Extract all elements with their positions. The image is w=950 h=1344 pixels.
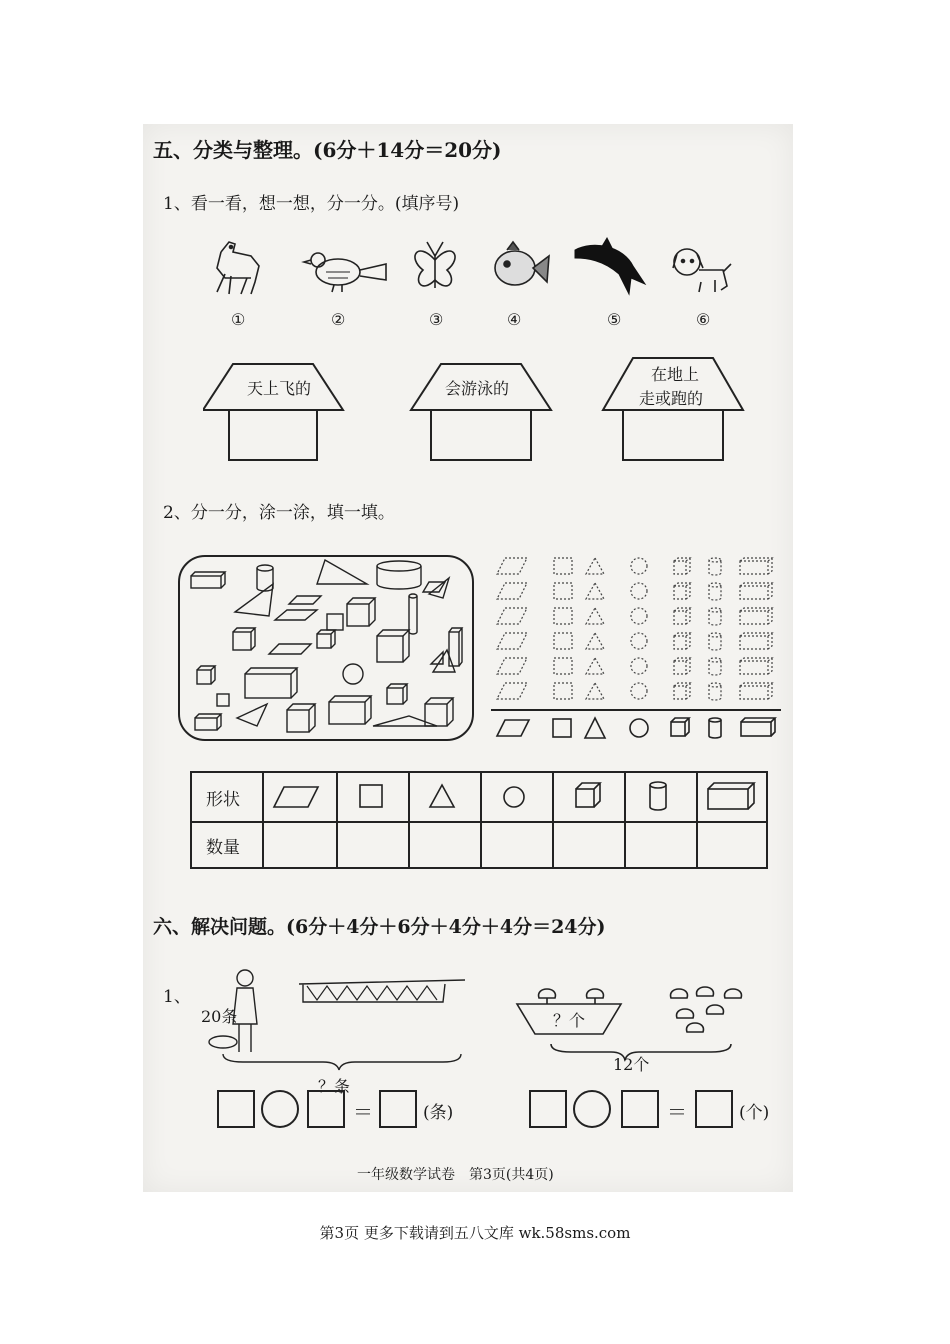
house-label-walk-line1: 在地上 xyxy=(651,365,700,384)
left-question-label: ？条 xyxy=(318,1077,351,1096)
butterfly-icon xyxy=(415,242,455,288)
cylinder-outline xyxy=(709,633,721,650)
triangle-shape xyxy=(373,716,437,726)
square-outline xyxy=(554,608,572,624)
problem-1-label: 1、 xyxy=(163,987,191,1007)
triangle-outline xyxy=(586,633,604,649)
left-operator-circle[interactable] xyxy=(261,1090,299,1128)
basket-icon xyxy=(209,1036,237,1048)
mushroom-icon xyxy=(587,989,604,1004)
triangle-outline xyxy=(586,558,604,574)
cube-shape xyxy=(347,598,375,626)
cuboid-shape xyxy=(195,714,221,730)
cube-outline xyxy=(674,633,690,649)
section-6-title: 六、解决问题。(6分＋4分＋6分＋4分＋4分＝24分) xyxy=(153,916,606,938)
sphere-icon xyxy=(504,787,524,807)
horse-icon xyxy=(217,242,259,294)
cylinder-shape xyxy=(377,561,421,589)
right-answer-box-1[interactable] xyxy=(529,1090,567,1128)
mushroom-icon xyxy=(539,989,556,1004)
animal-number-5: ⑤ xyxy=(607,310,622,329)
square-icon xyxy=(360,785,382,807)
mushroom-pile-icon xyxy=(671,987,742,1032)
cylinder-outline xyxy=(709,608,721,625)
right-equals: ＝ xyxy=(667,1100,687,1124)
cube-shape xyxy=(197,666,215,684)
question-2-text: 2、分一分，涂一涂，填一填。 xyxy=(163,503,395,523)
cube-outline xyxy=(674,658,690,674)
cuboid-outline xyxy=(740,658,772,674)
fish-vendor-illustration xyxy=(203,966,473,1074)
page-footer: 第3页 更多下载请到五八文库 wk.58sms.com xyxy=(319,1224,631,1242)
cube-outline xyxy=(674,583,690,599)
cylinder-shape xyxy=(709,718,721,738)
mixed-shapes-box xyxy=(177,554,477,744)
basket-question-label: ？个 xyxy=(553,1011,586,1030)
triangle-outline xyxy=(586,583,604,599)
bird-icon xyxy=(304,253,386,292)
triangle-shape xyxy=(585,718,605,738)
cube-shape xyxy=(233,628,255,650)
cuboid-shape xyxy=(741,718,775,736)
question-1-text: 1、看一看，想一想，分一分。(填序号) xyxy=(163,194,460,214)
cuboid-outline xyxy=(740,583,772,599)
left-answer-result[interactable] xyxy=(379,1090,417,1128)
cube-outline xyxy=(674,683,690,699)
cuboid-shape xyxy=(329,696,371,724)
table-row-count xyxy=(192,821,766,869)
triangle-shape xyxy=(317,560,367,584)
parallelogram-shape xyxy=(497,720,529,736)
right-unit: (个) xyxy=(739,1103,770,1123)
cylinder-outline xyxy=(709,658,721,675)
animal-number-6: ⑥ xyxy=(696,310,711,329)
parallelogram-shape xyxy=(289,596,321,604)
sphere-outline xyxy=(631,683,647,699)
dolphin-icon xyxy=(575,238,645,294)
dog-icon xyxy=(673,249,731,292)
cuboid-outline xyxy=(740,558,772,574)
scanned-exam-page xyxy=(143,124,793,1192)
left-answer-box-1[interactable] xyxy=(217,1090,255,1128)
coloring-grid xyxy=(491,552,781,748)
table-header-count: 数量 xyxy=(206,838,240,858)
animal-number-4: ④ xyxy=(507,310,522,329)
triangle-outline xyxy=(586,608,604,624)
cube-shape xyxy=(287,704,315,732)
cuboid-outline xyxy=(740,683,772,699)
square-shape xyxy=(217,694,229,706)
triangle-outline xyxy=(586,683,604,699)
cube-shape xyxy=(387,684,407,704)
cuboid-outline xyxy=(740,633,772,649)
cuboid-shape xyxy=(191,572,225,588)
shape-count-table xyxy=(190,771,768,869)
table-shape-icons xyxy=(262,773,768,821)
square-outline xyxy=(554,683,572,699)
right-total-label: 12个 xyxy=(613,1055,650,1074)
sphere-shape xyxy=(630,719,648,737)
cylinder-shape xyxy=(257,565,273,591)
section-5-title: 五、分类与整理。(6分＋14分＝20分) xyxy=(153,138,502,162)
parallelogram-shape xyxy=(275,610,317,620)
animal-number-3: ③ xyxy=(429,310,444,329)
exam-footer: 一年级数学试卷 第3页(共4页) xyxy=(357,1167,554,1183)
cube-shape xyxy=(425,698,453,726)
left-count-label: 20条 xyxy=(201,1007,238,1026)
sphere-outline xyxy=(631,658,647,674)
parallelogram-outline xyxy=(497,583,527,599)
right-answer-box-2[interactable] xyxy=(621,1090,659,1128)
triangle-shape xyxy=(235,584,273,616)
triangle-icon xyxy=(430,785,454,807)
sphere-outline xyxy=(631,583,647,599)
square-outline xyxy=(554,583,572,599)
brace-left xyxy=(223,1054,461,1070)
house-label-walk-line2: 走或跑的 xyxy=(639,389,704,408)
cube-shape xyxy=(317,630,335,648)
sphere-shape xyxy=(343,664,363,684)
left-equals: ＝ xyxy=(353,1100,373,1124)
cuboid-outline xyxy=(740,608,772,624)
house-label-fly: 天上飞的 xyxy=(247,379,312,398)
triangle-shape xyxy=(429,578,449,598)
right-answer-result[interactable] xyxy=(695,1090,733,1128)
cylinder-outline xyxy=(709,583,721,600)
square-outline xyxy=(554,558,572,574)
triangle-shape xyxy=(237,704,267,726)
fish-icon xyxy=(495,242,549,285)
cube-shape xyxy=(671,718,689,736)
animal-number-1: ① xyxy=(231,310,246,329)
parallelogram-icon xyxy=(274,787,318,807)
table-header-shape: 形状 xyxy=(206,790,240,810)
bottom-legend-shapes xyxy=(497,718,775,738)
parallelogram-outline xyxy=(497,608,527,624)
parallelogram-shape xyxy=(269,644,311,654)
square-outline xyxy=(554,658,572,674)
triangle-outline xyxy=(586,658,604,674)
cylinder-shape xyxy=(409,594,417,634)
animals-row xyxy=(203,232,743,302)
right-operator-circle[interactable] xyxy=(573,1090,611,1128)
square-shape xyxy=(327,614,343,630)
sphere-outline xyxy=(631,558,647,574)
house-label-swim: 会游泳的 xyxy=(445,379,510,398)
triangle-shape xyxy=(431,650,455,672)
cuboid-shape xyxy=(245,668,297,698)
square-outline xyxy=(554,633,572,649)
cube-outline xyxy=(674,608,690,624)
cylinder-outline xyxy=(709,683,721,700)
parallelogram-outline xyxy=(497,658,527,674)
sphere-outline xyxy=(631,608,647,624)
left-answer-box-2[interactable] xyxy=(307,1090,345,1128)
cube-outline xyxy=(674,558,690,574)
square-shape xyxy=(553,719,571,737)
cube-icon xyxy=(576,783,600,807)
cylinder-outline xyxy=(709,558,721,575)
cube-shape xyxy=(377,630,409,662)
parallelogram-outline xyxy=(497,683,527,699)
parallelogram-outline xyxy=(497,558,527,574)
cylinder-icon xyxy=(650,782,666,810)
animal-number-2: ② xyxy=(331,310,346,329)
cuboid-icon xyxy=(708,783,754,809)
parallelogram-outline xyxy=(497,633,527,649)
left-unit: (条) xyxy=(423,1103,454,1123)
sphere-outline xyxy=(631,633,647,649)
